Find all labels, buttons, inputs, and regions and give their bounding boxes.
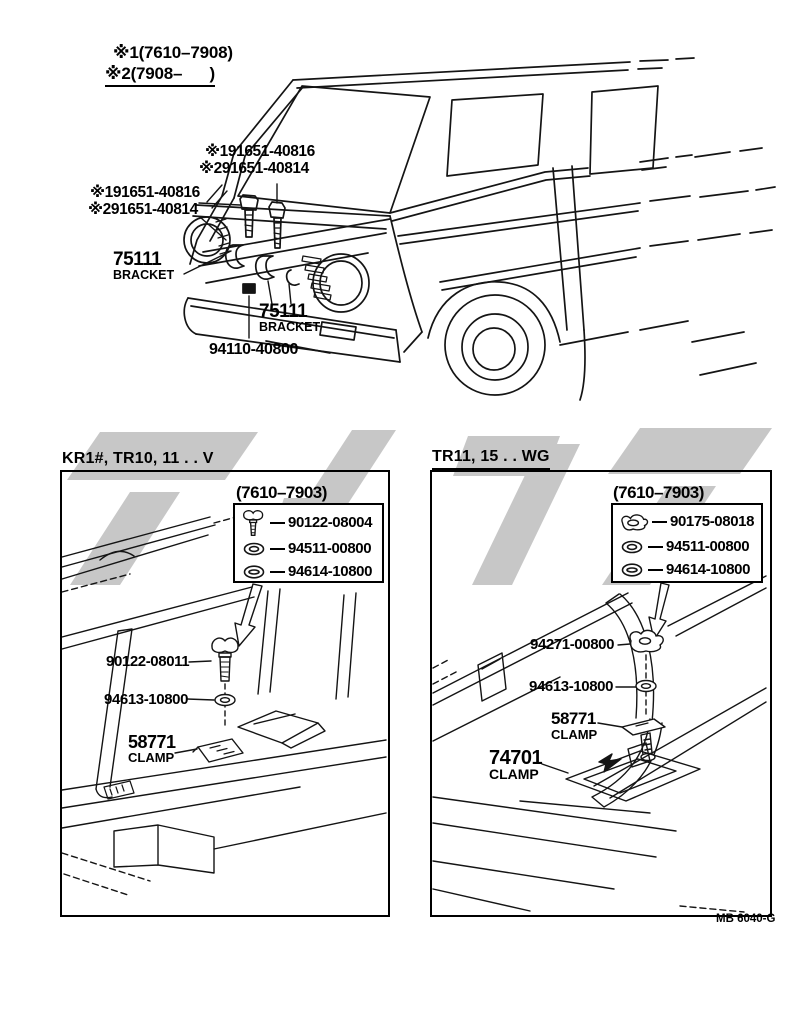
top-notes [105, 42, 233, 87]
bolt-icon [240, 195, 258, 237]
note-line-2: ※2(7908– ) [105, 63, 215, 87]
figure-code: MB 6040-G [716, 913, 776, 925]
leader-dash [648, 569, 663, 571]
leader-dash [270, 522, 285, 524]
left-panel-header: KR1#, TR10, 11 . . V [62, 450, 214, 467]
grommet-icon [619, 563, 645, 577]
legend-row: 94614-10800 [619, 558, 757, 581]
wing-bolt-icon [241, 508, 267, 537]
clip-icon [243, 284, 255, 293]
legend-row: 94511-00800 [619, 535, 757, 558]
right-panel-range: (7610–7903) [613, 483, 704, 502]
callout-wing-bolt: 90122-08011 [106, 653, 190, 670]
legend-row: 90175-08018 [619, 508, 757, 535]
legend-row: 94614-10800 [241, 560, 378, 583]
callout-clamp: 58771 CLAMP [551, 709, 598, 742]
callout-wing-nut: 94271-00800 [530, 636, 615, 653]
callout-clamp: 58771 CLAMP [128, 732, 176, 765]
callout-bolt-upper: ※191651-40816 ※291651-40814 [199, 143, 315, 177]
callout-bracket-lower: 75111 BRACKET [259, 301, 321, 334]
callout-bolt-left: ※191651-40816 ※291651-40814 [88, 184, 200, 218]
left-panel-range: (7610–7903) [236, 483, 327, 502]
washer-icon [241, 542, 267, 556]
left-panel-legend [233, 503, 384, 583]
washer-icon [619, 540, 645, 554]
leader-dash [648, 546, 663, 548]
callout-clip: 94110-40800 [209, 341, 299, 358]
legend-row: 90122-08004 [241, 508, 378, 537]
callout-washer: 94613-10800 [104, 691, 189, 708]
leader-dash [652, 521, 667, 523]
callout-floor-clamp: 74701 CLAMP [489, 747, 543, 782]
leader-dash [270, 548, 285, 550]
right-panel-header: TR11, 15 . . WG [432, 448, 550, 470]
right-panel-legend [611, 503, 763, 583]
legend-row: 94511-00800 [241, 537, 378, 560]
callout-washer: 94613-10800 [529, 678, 614, 695]
wing-nut-icon [619, 512, 649, 532]
note-line-1: ※1(7610–7908) [113, 43, 233, 62]
callout-bracket-upper: 75111 BRACKET [113, 249, 175, 282]
leader-dash [270, 571, 285, 573]
grommet-icon [241, 565, 267, 579]
